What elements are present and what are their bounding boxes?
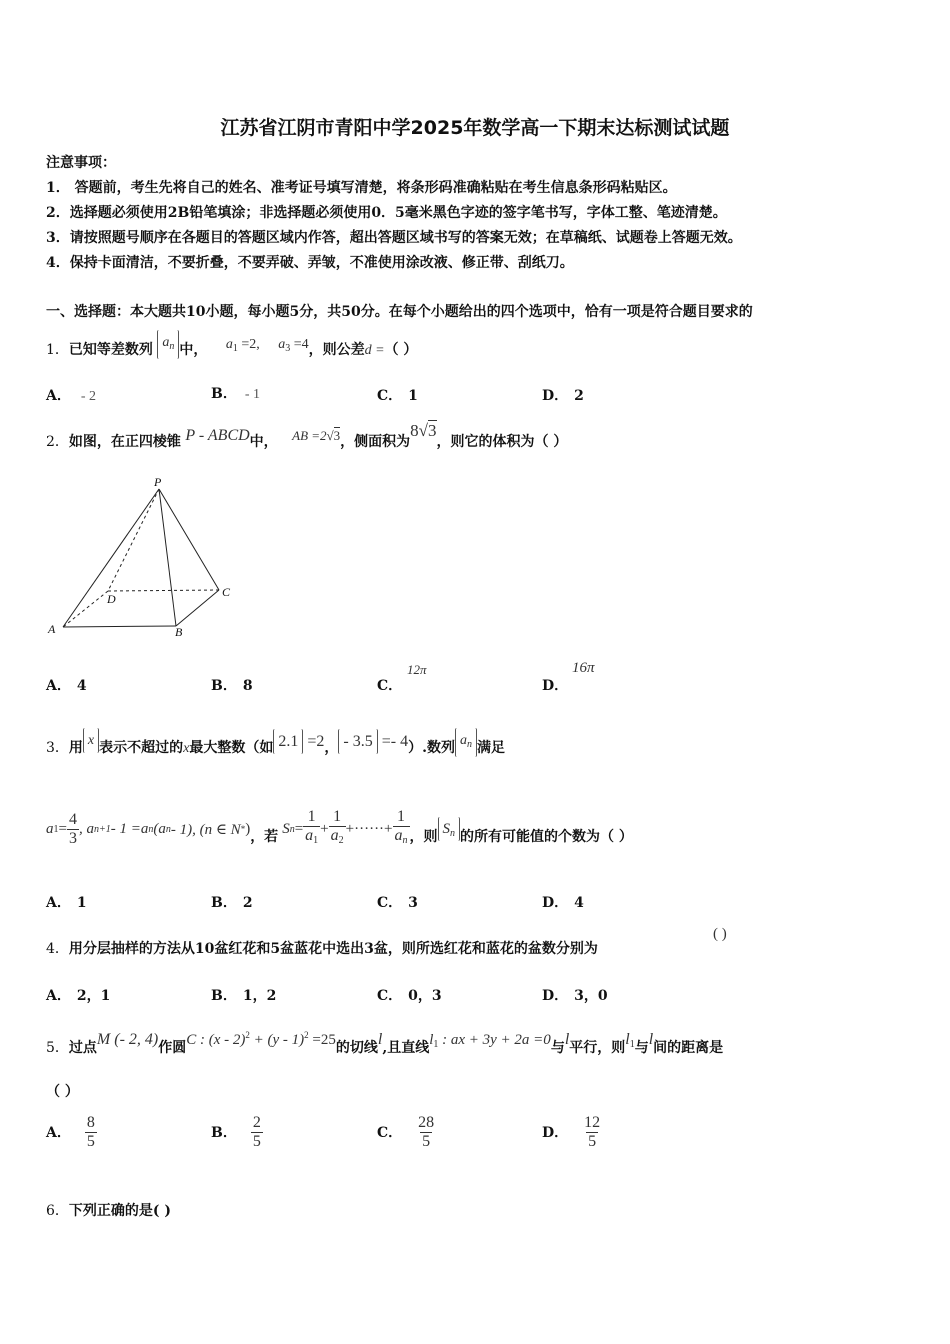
notice-item: 4．保持卡面清洁，不要折叠，不要弄破、弄皱，不准使用涂改液、修正带、刮纸刀。 [46,255,574,271]
math-expression: =- 4 [377,733,409,750]
option[interactable]: A． - 2 [46,388,97,404]
math-expression: $a_1 =2$, [225,337,260,354]
question-text: 中， [179,342,208,358]
math-expression: $l_1$ [625,1031,635,1050]
question-text: ，则它的体积为（ ） [436,434,568,450]
question-text: 表示不超过的 [99,740,184,756]
option-value: 12π [407,662,427,677]
floor-notation: $S_n$ [438,817,461,841]
math-expression: l [377,1031,383,1048]
question-5 [46,1030,906,1063]
question-number: 2． [46,434,69,450]
question-text: （ ） [384,342,418,358]
math-expression: P - ABCD [185,427,250,444]
vertex-label-b: B [175,625,183,639]
fraction: $\frac{12}{5}$ [584,1114,601,1150]
question-2 [46,421,568,453]
question-text: 的切线 [335,1040,378,1056]
question-text: 平行，则 [569,1040,626,1056]
edge-da [63,591,108,627]
question-text: 用分层抽样的方法从10盆红花和5盆蓝花中选出3盆，则所选红花和蓝花的盆数分别为 [68,941,598,957]
math-expression: l [648,1031,654,1048]
option[interactable]: C． [377,678,403,694]
q3-formula: a 1 = $\frac{4}{3}$ , a n+1 - 1 =a n (a n - 1), (n ∈ N * ) ，若 S n = $\frac{1}{a_1}$ + $\frac{1}{a_2}$ +······+ $\frac{1}{a_n}$ ，则 $S_n$ 的所有可能值的个数为（ ） [46,808,633,850]
math-expression: C : (x - 2)$^2$ + (y - 1)$^2$ =25 [186,1030,336,1048]
option[interactable]: C． $\frac{28}{5}$ [377,1114,435,1150]
sequence-notation: $a_n$ [455,728,477,757]
answer-paren: ( ) [713,926,727,942]
math-expression: =2 [303,733,325,750]
page-title: 江苏省江阴市青阳中学2025年数学高一下期末达标测试试题 [220,117,730,139]
question-text: 已知等差数列 [68,342,153,358]
floor-notation: 2.1 [273,729,303,754]
fraction: $\frac{1}{a_2}$ [329,808,346,850]
question-text: ，侧面积为 [340,434,411,450]
fraction: $\frac{1}{a_n}$ [393,808,410,850]
option[interactable]: D． 3，0 [542,988,608,1004]
question-text: ,且直线 [382,1040,430,1056]
question-text: 最大整数（如 [189,740,274,756]
pyramid-figure [40,472,240,642]
option[interactable]: D． 2 [542,388,584,404]
fraction: $\frac{1}{a_1}$ [303,808,320,850]
notice-item: 2．选择题必须使用2B铅笔填涂；非选择题必须使用0．5毫米黑色字迹的签字笔书写，字体工整、笔迹清楚。 [46,205,727,221]
math-expression: d = [364,343,385,358]
edge-pd [108,489,159,591]
option[interactable]: A． $\frac{8}{5}$ [46,1114,95,1150]
math-expression: $l_1$ : ax + 3y + 2a =0 [429,1032,551,1050]
fraction: $\frac{8}{5}$ [86,1114,95,1150]
question-3 [46,735,505,765]
vertex-label-p: P [154,475,162,489]
fraction: $\frac{4}{3}$ [68,810,77,847]
question-text: 如图，在正四棱锥 [68,434,181,450]
option[interactable]: D． [542,678,569,694]
question-number: 1． [46,342,69,358]
question-text: 与 [550,1040,565,1056]
option[interactable]: C． 0，3 [377,988,442,1004]
option[interactable]: B． - 1 [211,386,261,402]
question-text: ，则公差 [308,342,365,358]
fraction: $\frac{2}{5}$ [252,1114,261,1150]
option[interactable]: D． 4 [542,895,584,911]
notice-heading: 注意事项： [46,155,116,171]
math-expression: $a_3 =4$ [278,337,309,354]
option-value: 16π [572,660,595,676]
edge-pb [159,489,176,626]
question-1 [46,335,418,367]
question-number: 4． [46,941,69,957]
math-expression: M (- 2, 4) [96,1031,159,1048]
option[interactable]: B． 1，2 [211,988,277,1004]
fraction: $\frac{28}{5}$ [418,1114,435,1150]
edge-bc [176,590,219,626]
floor-notation: - 3.5 [338,729,377,754]
question-text: 作圆 [158,1040,187,1056]
edge-pa [63,489,159,627]
notice-item: 1． 答题前，考生先将自己的姓名、准考证号填写清楚，将条形码准确粘贴在考生信息条形码粘贴区。 [46,180,677,196]
option[interactable]: D． $\frac{12}{5}$ [542,1114,601,1150]
question-text: 满足 [476,740,505,756]
option[interactable]: A． 4 [46,678,87,694]
option[interactable]: A． 1 [46,895,87,911]
question-text: 过点 [68,1040,97,1056]
math-expression: l [564,1031,570,1048]
sequence-notation: $a_n$ [157,330,179,359]
question-4 [46,939,598,959]
vertex-label-d: D [107,592,116,606]
option[interactable]: B． 2 [211,895,253,911]
question-text: ， [324,740,339,756]
question-number: 6． [46,1203,69,1219]
question-text: 中， [249,434,278,450]
edge-ab [63,626,176,627]
notice-item: 3．请按照题号顺序在各题目的答题区域内作答，超出答题区域书写的答案无效；在草稿纸、试题卷上答题无效。 [46,230,742,246]
option[interactable]: B． 8 [211,678,253,694]
question-text: 间的距离是 [653,1040,724,1056]
option[interactable]: C． 3 [377,895,418,911]
math-expression: 8√3 [410,421,437,440]
vertex-label-a: A [48,622,56,636]
answer-paren: （ ） [46,1084,79,1100]
edge-pc [159,489,219,590]
option[interactable]: C． 1 [377,388,418,404]
floor-notation: x [83,728,99,753]
math-expression: AB =2√3 [292,428,341,443]
vertex-label-c: C [222,585,231,599]
question-number: 5． [46,1040,69,1056]
option[interactable]: B． $\frac{2}{5}$ [211,1114,261,1150]
question-text: 下列正确的是( ) [68,1203,172,1219]
option[interactable]: A． 2，1 [46,988,111,1004]
math-expression: x [183,741,190,756]
question-number: 3． [46,740,69,756]
question-text: ）.数列 [408,740,455,756]
section-heading: 一、选择题：本大题共10小题，每小题5分，共50分。在每个小题给出的四个选项中，恰有一项是符合题目要求的 [46,304,753,320]
question-text: 用 [68,740,83,756]
question-text: 与 [634,1040,649,1056]
question-6 [46,1201,171,1221]
edge-cd [108,590,219,591]
